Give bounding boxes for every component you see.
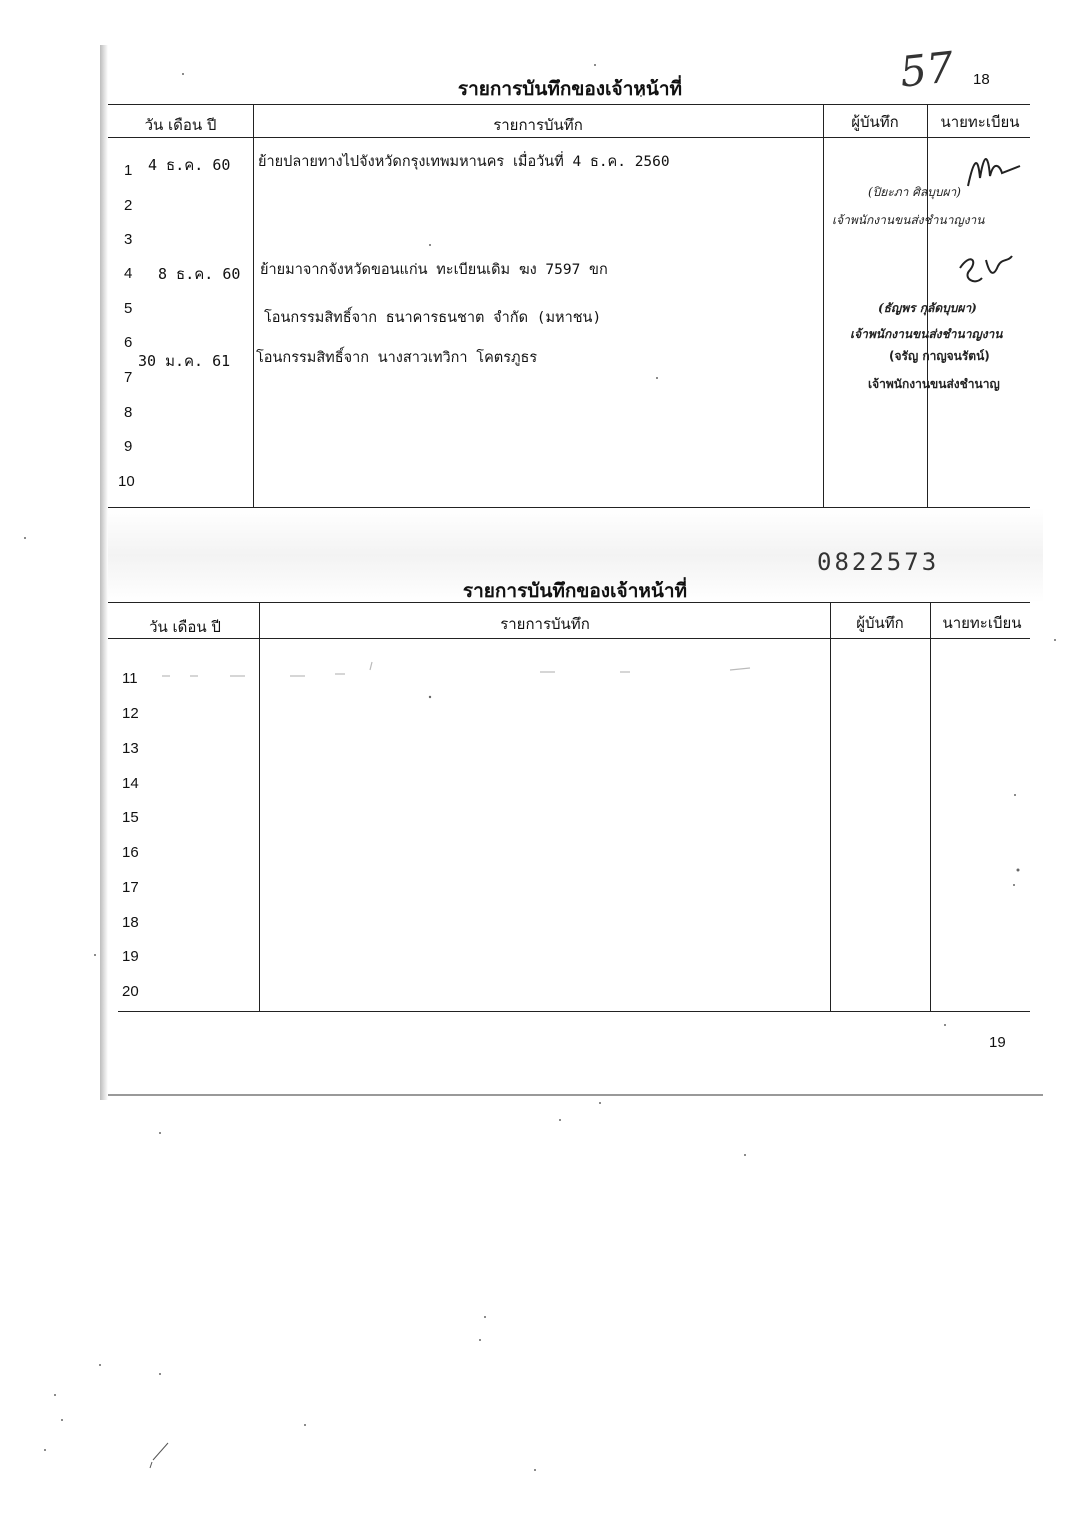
entry-date: 4 ธ.ค. 60 [148, 156, 231, 174]
top-page-number: 18 [973, 71, 990, 88]
top-section-title: รายการบันทึกของเจ้าหน้าที่ [457, 78, 683, 100]
handwritten-number: 57 [897, 42, 956, 97]
top-header-date: วัน เดือน ปี [144, 116, 217, 134]
row-number: 1 [124, 162, 133, 179]
top-header-registrar: นายทะเบียน [940, 113, 1020, 131]
row-number: 3 [124, 231, 133, 248]
row-number: 16 [122, 844, 139, 861]
bottom-header-top-rule [108, 602, 1030, 603]
top-table-bottom-rule [108, 507, 1030, 508]
faint-marks [160, 660, 770, 680]
bottom-header-date: วัน เดือน ปี [149, 618, 221, 636]
row-number: 11 [122, 670, 138, 687]
row-number: 19 [122, 948, 139, 965]
row-number: 15 [122, 809, 139, 826]
bottom-header-entry: รายการบันทึก [500, 615, 590, 633]
row-number: 8 [124, 404, 133, 421]
signature-mark [960, 148, 1030, 193]
top-header-bottom-rule [108, 137, 1030, 138]
bottom-col-divider-3 [930, 602, 931, 1011]
bottom-col-divider-2 [830, 602, 831, 1011]
row-number: 20 [122, 983, 139, 1000]
serial-number: 0822573 [817, 548, 940, 576]
row-number: 5 [124, 300, 133, 317]
row-number: 17 [122, 879, 139, 896]
bottom-header-recorder: ผู้บันทึก [856, 614, 904, 632]
bottom-page-number: 19 [989, 1034, 1006, 1051]
row-number: 6 [124, 334, 133, 351]
signature-name: (ธัญพร กุลัดบุบผา) [878, 301, 977, 315]
row-number: 13 [122, 740, 139, 757]
signature-mark [950, 248, 1020, 293]
entry-text: โอนกรรมสิทธิ์จาก นางสาวเทวิกา โคตรภูธร [256, 350, 538, 366]
bottom-header-registrar: นายทะเบียน [942, 614, 1022, 632]
row-number: 10 [118, 473, 135, 490]
row-number: 18 [122, 914, 139, 931]
row-number: 7 [124, 369, 133, 386]
signature-name: (จรัญ กาญจนรัตน์) [889, 349, 990, 363]
entry-text: ย้ายมาจากจังหวัดขอนแก่น ทะเบียนเดิม ฆง 7597 ขก [260, 262, 608, 278]
signature-title: เจ้าพนักงานขนส่งชำนาญ [868, 377, 1000, 391]
bottom-section-title: รายการบันทึกของเจ้าหน้าที่ [462, 580, 688, 602]
entry-date: 30 ม.ค. 61 [138, 352, 231, 370]
row-number: 12 [122, 705, 139, 722]
entry-text: โอนกรรมสิทธิ์จาก ธนาคารธนชาต จำกัด (มหาชน) [264, 310, 602, 326]
top-header-entry: รายการบันทึก [493, 116, 583, 134]
entry-text: ย้ายปลายทางไปจังหวัดกรุงเทพมหานคร เมื่อวันที่ 4 ธ.ค. 2560 [258, 154, 670, 170]
top-header-top-rule [108, 104, 1030, 105]
bottom-table-bottom-rule [118, 1011, 1030, 1012]
signature-name: (ปิยะภา ศิลบุบผา) [868, 185, 961, 199]
row-number: 14 [122, 775, 139, 792]
signature-title: เจ้าพนักงานขนส่งชำนาญงาน [850, 327, 1003, 341]
top-header-recorder: ผู้บันทึก [851, 113, 899, 131]
row-number: 9 [124, 438, 133, 455]
entry-date: 8 ธ.ค. 60 [158, 265, 241, 283]
card-left-edge [100, 45, 108, 1100]
signature-title: เจ้าพนักงานขนส่งชำนาญงาน [832, 213, 985, 227]
card-bottom-edge [108, 1094, 1043, 1096]
top-col-divider-1 [253, 104, 254, 507]
row-number: 4 [124, 265, 133, 282]
top-col-divider-2 [823, 104, 824, 507]
row-number: 2 [124, 197, 133, 214]
